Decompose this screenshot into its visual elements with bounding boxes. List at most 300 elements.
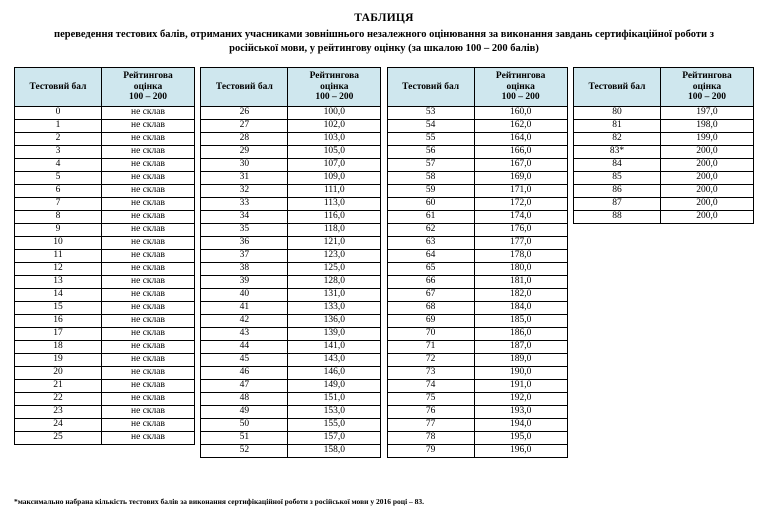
cell-test-score: 53 — [387, 106, 474, 119]
cell-rating-score: 149,0 — [288, 379, 381, 392]
table-row — [387, 353, 567, 366]
cell-rating-score: не склав — [102, 106, 195, 119]
table-header-row — [573, 68, 753, 107]
cell-test-score: 8 — [15, 210, 102, 223]
table-row — [573, 106, 753, 119]
cell-test-score: 69 — [387, 314, 474, 327]
cell-rating-score: 143,0 — [288, 353, 381, 366]
cell-test-score: 48 — [201, 392, 288, 405]
cell-test-score: 3 — [15, 145, 102, 158]
table-row — [387, 106, 567, 119]
cell-test-score: 12 — [15, 262, 102, 275]
table-row — [201, 405, 381, 418]
table-row — [387, 132, 567, 145]
cell-rating-score: 164,0 — [474, 132, 567, 145]
table-row — [15, 171, 195, 184]
cell-rating-score: 189,0 — [474, 353, 567, 366]
cell-rating-score: 139,0 — [288, 327, 381, 340]
table-row — [15, 405, 195, 418]
cell-rating-score: 200,0 — [660, 158, 753, 171]
cell-test-score: 18 — [15, 340, 102, 353]
cell-rating-score: не склав — [102, 132, 195, 145]
table-row — [15, 431, 195, 444]
cell-rating-score: 187,0 — [474, 340, 567, 353]
column-header-rating-line-1: Рейтингова — [682, 71, 732, 81]
cell-rating-score: 102,0 — [288, 119, 381, 132]
cell-test-score: 41 — [201, 301, 288, 314]
column-header-test-score: Тестовий бал — [15, 68, 102, 107]
cell-rating-score: не склав — [102, 301, 195, 314]
table-row — [15, 223, 195, 236]
cell-test-score: 64 — [387, 249, 474, 262]
cell-rating-score: не склав — [102, 249, 195, 262]
cell-rating-score: 158,0 — [288, 444, 381, 457]
cell-test-score: 47 — [201, 379, 288, 392]
footnote: *максимально набрана кількість тестових балів за виконання сертифікаційної роботи з російської мови у 2016 році – 83. — [14, 497, 425, 506]
cell-test-score: 50 — [201, 418, 288, 431]
table-row — [15, 366, 195, 379]
cell-rating-score: не склав — [102, 210, 195, 223]
cell-rating-score: 200,0 — [660, 145, 753, 158]
cell-rating-score: 193,0 — [474, 405, 567, 418]
table-row — [387, 275, 567, 288]
cell-rating-score: не склав — [102, 171, 195, 184]
cell-rating-score: 200,0 — [660, 171, 753, 184]
cell-rating-score: 195,0 — [474, 431, 567, 444]
cell-test-score: 85 — [573, 171, 660, 184]
cell-test-score: 83* — [573, 145, 660, 158]
cell-test-score: 28 — [201, 132, 288, 145]
table-row — [15, 249, 195, 262]
cell-test-score: 59 — [387, 184, 474, 197]
table-row — [201, 210, 381, 223]
cell-test-score: 43 — [201, 327, 288, 340]
cell-test-score: 6 — [15, 184, 102, 197]
cell-rating-score: 196,0 — [474, 444, 567, 457]
cell-rating-score: 177,0 — [474, 236, 567, 249]
cell-test-score: 86 — [573, 184, 660, 197]
cell-test-score: 46 — [201, 366, 288, 379]
cell-rating-score: 118,0 — [288, 223, 381, 236]
cell-rating-score: не склав — [102, 366, 195, 379]
table-row — [201, 171, 381, 184]
cell-test-score: 27 — [201, 119, 288, 132]
table-row — [573, 171, 753, 184]
table-row — [573, 119, 753, 132]
cell-rating-score: 128,0 — [288, 275, 381, 288]
table-row — [387, 431, 567, 444]
cell-rating-score: не склав — [102, 236, 195, 249]
table-row — [15, 327, 195, 340]
cell-test-score: 26 — [201, 106, 288, 119]
table-row — [15, 184, 195, 197]
cell-test-score: 56 — [387, 145, 474, 158]
table-row — [387, 171, 567, 184]
cell-rating-score: 166,0 — [474, 145, 567, 158]
cell-test-score: 29 — [201, 145, 288, 158]
cell-test-score: 20 — [15, 366, 102, 379]
table-row — [387, 340, 567, 353]
cell-test-score: 14 — [15, 288, 102, 301]
table-row — [201, 327, 381, 340]
table-row — [201, 288, 381, 301]
cell-test-score: 9 — [15, 223, 102, 236]
cell-test-score: 55 — [387, 132, 474, 145]
cell-rating-score: 107,0 — [288, 158, 381, 171]
table-row — [387, 223, 567, 236]
cell-rating-score: 184,0 — [474, 301, 567, 314]
table-row — [573, 197, 753, 210]
cell-rating-score: 100,0 — [288, 106, 381, 119]
table-row — [201, 379, 381, 392]
table-row — [15, 340, 195, 353]
cell-test-score: 22 — [15, 392, 102, 405]
table-row — [387, 392, 567, 405]
cell-test-score: 51 — [201, 431, 288, 444]
column-header-test-score: Тестовий бал — [387, 68, 474, 107]
table-header-row — [387, 68, 567, 107]
cell-rating-score: 116,0 — [288, 210, 381, 223]
cell-rating-score: не склав — [102, 119, 195, 132]
cell-rating-score: 169,0 — [474, 171, 567, 184]
column-header-rating-line-2: оцінка — [692, 81, 722, 92]
cell-rating-score: 131,0 — [288, 288, 381, 301]
cell-rating-score: 151,0 — [288, 392, 381, 405]
table-row — [15, 418, 195, 431]
cell-test-score: 37 — [201, 249, 288, 262]
table-row — [201, 197, 381, 210]
cell-rating-score: 176,0 — [474, 223, 567, 236]
cell-rating-score: 105,0 — [288, 145, 381, 158]
cell-test-score: 34 — [201, 210, 288, 223]
table-row — [15, 262, 195, 275]
column-header-rating-score — [474, 68, 567, 107]
cell-test-score: 17 — [15, 327, 102, 340]
cell-rating-score: 123,0 — [288, 249, 381, 262]
cell-rating-score: не склав — [102, 418, 195, 431]
table-row — [201, 431, 381, 444]
cell-test-score: 79 — [387, 444, 474, 457]
table-row — [387, 210, 567, 223]
cell-test-score: 10 — [15, 236, 102, 249]
table-row — [201, 119, 381, 132]
cell-rating-score: 103,0 — [288, 132, 381, 145]
cell-rating-score: 200,0 — [660, 197, 753, 210]
table-row — [201, 223, 381, 236]
table-row — [387, 262, 567, 275]
cell-test-score: 15 — [15, 301, 102, 314]
column-header-rating-score — [102, 68, 195, 107]
cell-test-score: 58 — [387, 171, 474, 184]
cell-rating-score: 172,0 — [474, 197, 567, 210]
column-header-rating-line-1: Рейтингова — [309, 71, 360, 81]
cell-rating-score: 182,0 — [474, 288, 567, 301]
cell-rating-score: не склав — [102, 184, 195, 197]
table-row — [387, 184, 567, 197]
cell-test-score: 0 — [15, 106, 102, 119]
table-row — [201, 366, 381, 379]
column-header-rating-line-3: 100 – 200 — [129, 92, 167, 102]
cell-test-score: 1 — [15, 119, 102, 132]
column-header-test-score: Тестовий бал — [573, 68, 660, 107]
table-row — [15, 301, 195, 314]
cell-test-score: 65 — [387, 262, 474, 275]
cell-rating-score: 200,0 — [660, 210, 753, 223]
cell-test-score: 49 — [201, 405, 288, 418]
table-row — [387, 444, 567, 457]
score-table — [14, 67, 195, 445]
cell-test-score: 67 — [387, 288, 474, 301]
cell-test-score: 75 — [387, 392, 474, 405]
cell-test-score: 35 — [201, 223, 288, 236]
cell-test-score: 57 — [387, 158, 474, 171]
table-row — [15, 119, 195, 132]
table-row — [201, 353, 381, 366]
table-row — [201, 249, 381, 262]
cell-test-score: 39 — [201, 275, 288, 288]
table-row — [201, 418, 381, 431]
cell-test-score: 36 — [201, 236, 288, 249]
table-row — [15, 132, 195, 145]
cell-test-score: 70 — [387, 327, 474, 340]
cell-test-score: 77 — [387, 418, 474, 431]
table-row — [387, 197, 567, 210]
table-row — [387, 119, 567, 132]
table-row — [387, 236, 567, 249]
cell-rating-score: 181,0 — [474, 275, 567, 288]
cell-test-score: 31 — [201, 171, 288, 184]
cell-test-score: 66 — [387, 275, 474, 288]
column-header-rating-line-1: Рейтингова — [123, 71, 173, 81]
cell-test-score: 32 — [201, 184, 288, 197]
cell-test-score: 80 — [573, 106, 660, 119]
cell-test-score: 23 — [15, 405, 102, 418]
table-row — [201, 106, 381, 119]
column-header-rating-score — [288, 68, 381, 107]
cell-test-score: 21 — [15, 379, 102, 392]
table-row — [573, 158, 753, 171]
page-title: ТАБЛИЦЯ — [354, 12, 414, 24]
table-row — [201, 314, 381, 327]
table-row — [201, 184, 381, 197]
column-header-rating-score — [660, 68, 753, 107]
table-row — [387, 327, 567, 340]
table-row — [201, 392, 381, 405]
column-header-test-score: Тестовий бал — [201, 68, 288, 107]
table-row — [573, 145, 753, 158]
table-row — [15, 314, 195, 327]
cell-rating-score: 171,0 — [474, 184, 567, 197]
cell-test-score: 19 — [15, 353, 102, 366]
cell-test-score: 88 — [573, 210, 660, 223]
table-row — [201, 158, 381, 171]
table-row — [15, 236, 195, 249]
cell-test-score: 71 — [387, 340, 474, 353]
cell-test-score: 87 — [573, 197, 660, 210]
table-row — [201, 275, 381, 288]
cell-rating-score: 133,0 — [288, 301, 381, 314]
cell-test-score: 16 — [15, 314, 102, 327]
column-header-rating-line-1: Рейтингова — [495, 71, 546, 81]
table-row — [387, 405, 567, 418]
cell-test-score: 72 — [387, 353, 474, 366]
cell-test-score: 84 — [573, 158, 660, 171]
table-row — [201, 301, 381, 314]
cell-test-score: 5 — [15, 171, 102, 184]
cell-rating-score: 141,0 — [288, 340, 381, 353]
table-row — [387, 158, 567, 171]
table-row — [15, 145, 195, 158]
cell-rating-score: 190,0 — [474, 366, 567, 379]
cell-test-score: 54 — [387, 119, 474, 132]
table-row — [387, 301, 567, 314]
cell-rating-score: 200,0 — [660, 184, 753, 197]
cell-rating-score: 136,0 — [288, 314, 381, 327]
cell-rating-score: 197,0 — [660, 106, 753, 119]
table-header-row — [201, 68, 381, 107]
subtitle-line-2: з російської мови, у рейтингову оцінку (за шкалою 100 – 200 балів) — [229, 29, 714, 54]
score-table — [387, 67, 568, 458]
cell-rating-score: 185,0 — [474, 314, 567, 327]
table-row — [201, 132, 381, 145]
table-row — [387, 418, 567, 431]
cell-test-score: 78 — [387, 431, 474, 444]
table-header-row — [15, 68, 195, 107]
table-row — [201, 444, 381, 457]
cell-test-score: 33 — [201, 197, 288, 210]
cell-test-score: 4 — [15, 158, 102, 171]
cell-test-score: 74 — [387, 379, 474, 392]
cell-rating-score: не склав — [102, 223, 195, 236]
table-row — [573, 184, 753, 197]
column-header-rating-line-3: 100 – 200 — [501, 92, 540, 102]
cell-test-score: 24 — [15, 418, 102, 431]
cell-rating-score: 199,0 — [660, 132, 753, 145]
cell-rating-score: 174,0 — [474, 210, 567, 223]
cell-test-score: 82 — [573, 132, 660, 145]
cell-rating-score: не склав — [102, 392, 195, 405]
cell-test-score: 61 — [387, 210, 474, 223]
table-row — [15, 158, 195, 171]
score-table — [200, 67, 381, 458]
table-row — [15, 353, 195, 366]
cell-test-score: 62 — [387, 223, 474, 236]
cell-test-score: 11 — [15, 249, 102, 262]
cell-test-score: 68 — [387, 301, 474, 314]
cell-rating-score: 162,0 — [474, 119, 567, 132]
cell-rating-score: не склав — [102, 379, 195, 392]
cell-rating-score: 146,0 — [288, 366, 381, 379]
cell-rating-score: 192,0 — [474, 392, 567, 405]
cell-rating-score: 113,0 — [288, 197, 381, 210]
cell-rating-score: 160,0 — [474, 106, 567, 119]
cell-rating-score: 186,0 — [474, 327, 567, 340]
cell-rating-score: 167,0 — [474, 158, 567, 171]
table-row — [15, 392, 195, 405]
cell-rating-score: не склав — [102, 353, 195, 366]
column-header-rating-line-2: оцінка — [133, 81, 163, 92]
cell-test-score: 45 — [201, 353, 288, 366]
table-row — [387, 366, 567, 379]
cell-test-score: 38 — [201, 262, 288, 275]
cell-test-score: 2 — [15, 132, 102, 145]
table-row — [15, 275, 195, 288]
cell-test-score: 60 — [387, 197, 474, 210]
cell-test-score: 40 — [201, 288, 288, 301]
subtitle-line-1: переведення тестових балів, отриманих учасниками зовнішнього незалежного оцінювання за виконання завдань сертифікаційної роботи — [54, 29, 708, 40]
table-row — [387, 249, 567, 262]
cell-rating-score: 191,0 — [474, 379, 567, 392]
cell-rating-score: 153,0 — [288, 405, 381, 418]
cell-rating-score: не склав — [102, 262, 195, 275]
cell-rating-score: не склав — [102, 158, 195, 171]
cell-test-score: 7 — [15, 197, 102, 210]
cell-rating-score: 109,0 — [288, 171, 381, 184]
cell-rating-score: 125,0 — [288, 262, 381, 275]
cell-test-score: 76 — [387, 405, 474, 418]
cell-rating-score: 155,0 — [288, 418, 381, 431]
cell-test-score: 13 — [15, 275, 102, 288]
cell-test-score: 42 — [201, 314, 288, 327]
cell-rating-score: не склав — [102, 275, 195, 288]
cell-rating-score: 178,0 — [474, 249, 567, 262]
table-row — [387, 314, 567, 327]
column-header-rating-line-2: оцінка — [506, 81, 535, 92]
cell-rating-score: не склав — [102, 145, 195, 158]
cell-rating-score: 194,0 — [474, 418, 567, 431]
cell-test-score: 73 — [387, 366, 474, 379]
table-row — [387, 379, 567, 392]
table-row — [201, 145, 381, 158]
table-row — [15, 210, 195, 223]
table-row — [15, 379, 195, 392]
cell-rating-score: не склав — [102, 340, 195, 353]
page-subtitle — [34, 28, 734, 56]
table-row — [387, 145, 567, 158]
table-row — [573, 210, 753, 223]
cell-test-score: 30 — [201, 158, 288, 171]
cell-rating-score: не склав — [102, 405, 195, 418]
cell-rating-score: не склав — [102, 314, 195, 327]
cell-test-score: 25 — [15, 431, 102, 444]
table-row — [201, 340, 381, 353]
cell-rating-score: не склав — [102, 431, 195, 444]
table-row — [15, 197, 195, 210]
cell-rating-score: не склав — [102, 327, 195, 340]
column-header-rating-line-2: оцінка — [320, 81, 349, 92]
table-row — [201, 262, 381, 275]
cell-rating-score: 180,0 — [474, 262, 567, 275]
table-row — [15, 288, 195, 301]
table-row — [387, 288, 567, 301]
cell-rating-score: 111,0 — [288, 184, 381, 197]
table-row — [573, 132, 753, 145]
cell-test-score: 81 — [573, 119, 660, 132]
cell-test-score: 63 — [387, 236, 474, 249]
cell-rating-score: 121,0 — [288, 236, 381, 249]
table-row — [201, 236, 381, 249]
cell-test-score: 44 — [201, 340, 288, 353]
table-row — [15, 106, 195, 119]
score-table — [573, 67, 754, 224]
column-header-rating-line-3: 100 – 200 — [315, 92, 354, 102]
cell-rating-score: не склав — [102, 197, 195, 210]
cell-rating-score: 198,0 — [660, 119, 753, 132]
cell-rating-score: не склав — [102, 288, 195, 301]
column-header-rating-line-3: 100 – 200 — [687, 92, 726, 102]
cell-rating-score: 157,0 — [288, 431, 381, 444]
score-tables-container — [12, 67, 756, 458]
